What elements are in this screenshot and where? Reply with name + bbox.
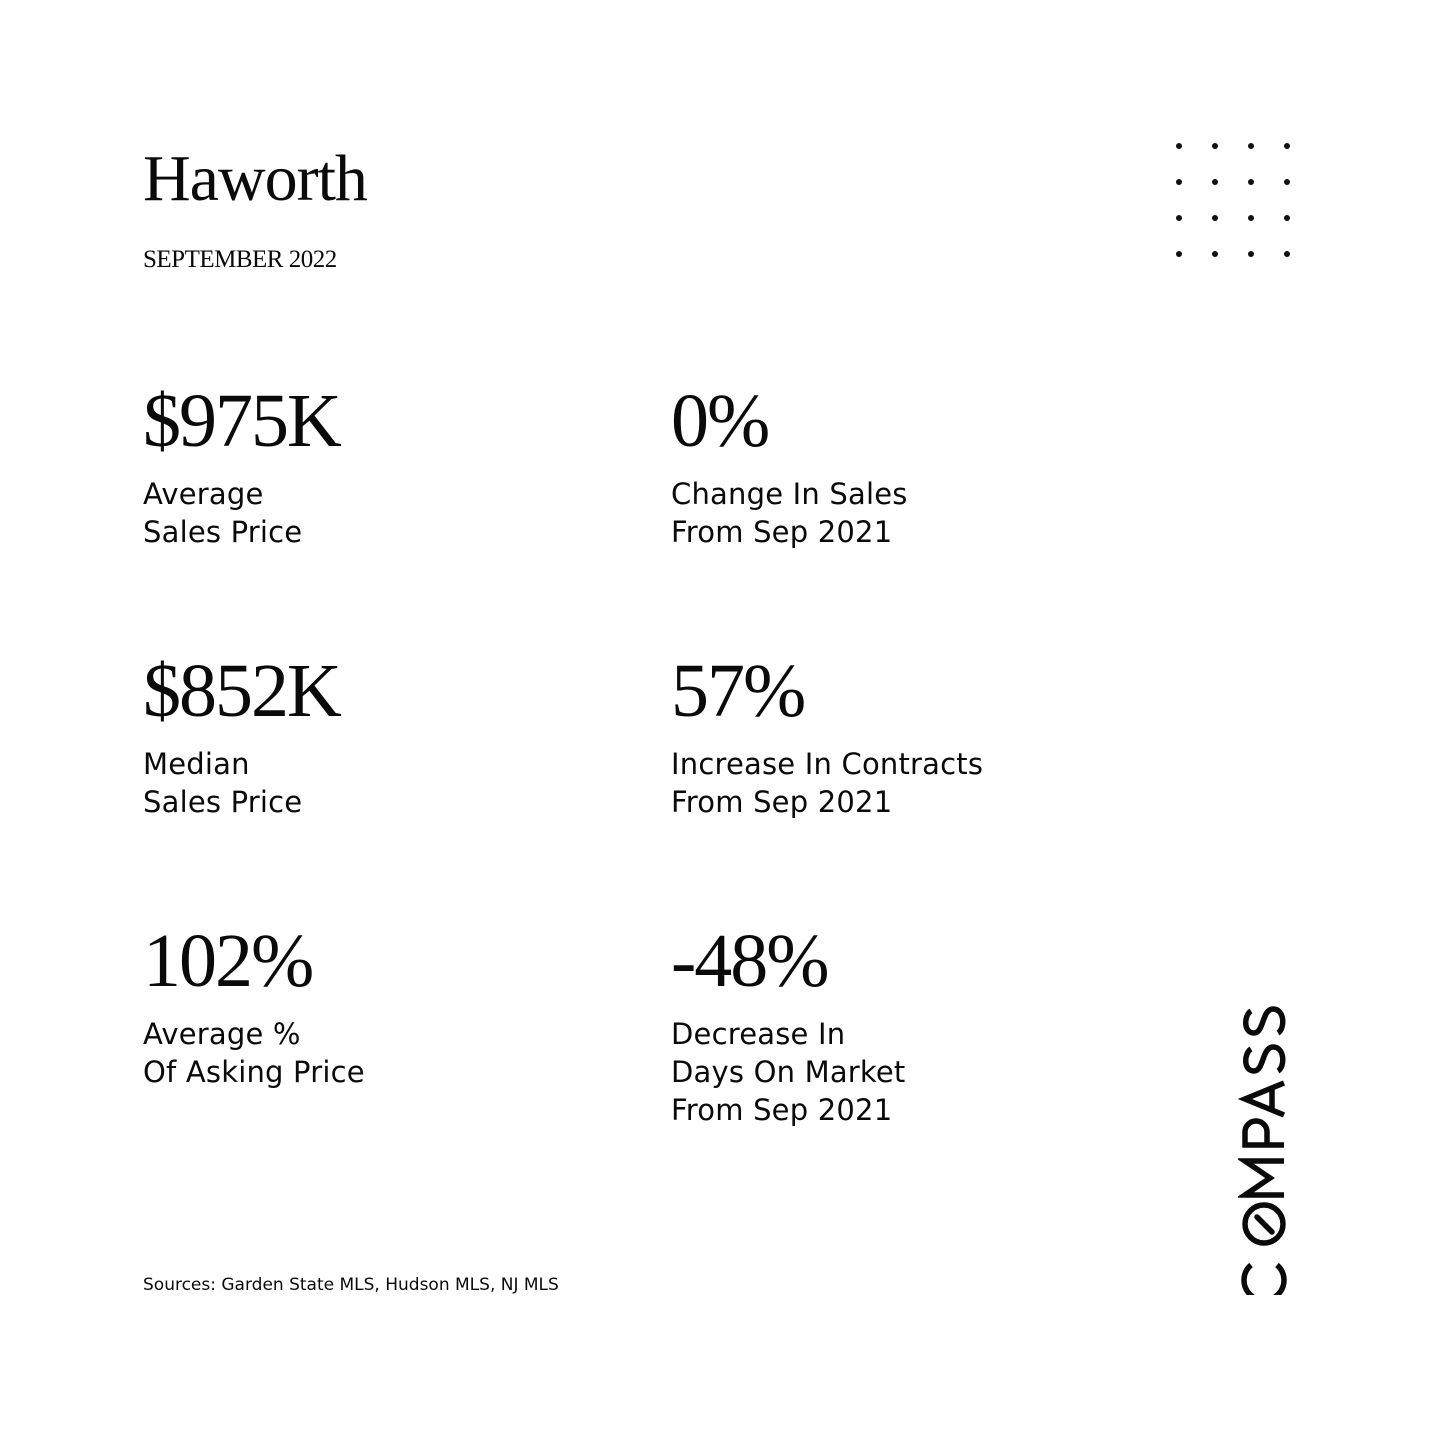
stat-label-line: Change In Sales (671, 477, 908, 511)
stat-label (671, 745, 1131, 821)
dot-grid-icon (1176, 143, 1300, 267)
stat-label (143, 475, 603, 551)
dot (1176, 251, 1182, 257)
stat-median-sales-price (143, 649, 603, 821)
stat-increase-in-contracts (671, 649, 1131, 821)
dot (1212, 179, 1218, 185)
stat-value: 102% (143, 919, 313, 1003)
stat-value: $975K (143, 379, 340, 463)
stat-label (671, 1015, 1131, 1129)
dot (1176, 143, 1182, 149)
dot (1176, 215, 1182, 221)
stat-label-line: Sales Price (143, 515, 303, 549)
stat-label-line: Decrease In (671, 1017, 846, 1051)
stat-average-percent-of-asking (143, 919, 603, 1091)
stat-label-line: From Sep 2021 (671, 1093, 893, 1127)
stat-value: 57% (671, 649, 805, 733)
stat-label-line: Average (143, 477, 264, 511)
dot (1248, 215, 1254, 221)
stat-label-line: Days On Market (671, 1055, 906, 1089)
stat-value: 0% (671, 379, 769, 463)
stat-days-on-market (671, 919, 1131, 1129)
dot (1284, 143, 1290, 149)
stat-label-line: From Sep 2021 (671, 515, 893, 549)
dot (1212, 251, 1218, 257)
report-date: SEPTEMBER 2022 (143, 246, 337, 273)
stat-average-sales-price (143, 379, 603, 551)
stat-label (143, 1015, 603, 1091)
dot (1284, 251, 1290, 257)
stat-label (143, 745, 603, 821)
dot (1284, 179, 1290, 185)
stat-label-line: Median (143, 747, 250, 781)
stat-label (671, 475, 1131, 551)
dot (1248, 143, 1254, 149)
stat-label-line: Of Asking Price (143, 1055, 365, 1089)
compass-logo (1238, 955, 1290, 1295)
stat-value: $852K (143, 649, 340, 733)
page-title: Haworth (143, 142, 367, 215)
dot (1212, 215, 1218, 221)
stat-value: -48% (671, 919, 828, 1003)
stat-label-line: From Sep 2021 (671, 785, 893, 819)
dot (1248, 251, 1254, 257)
dot (1248, 179, 1254, 185)
stat-label-line: Average % (143, 1017, 301, 1051)
sources-note: Sources: Garden State MLS, Hudson MLS, NJ MLS (143, 1275, 559, 1295)
dot (1176, 179, 1182, 185)
stat-label-line: Increase In Contracts (671, 747, 984, 781)
dot (1284, 215, 1290, 221)
stat-label-line: Sales Price (143, 785, 303, 819)
dot (1212, 143, 1218, 149)
stat-change-in-sales (671, 379, 1131, 551)
